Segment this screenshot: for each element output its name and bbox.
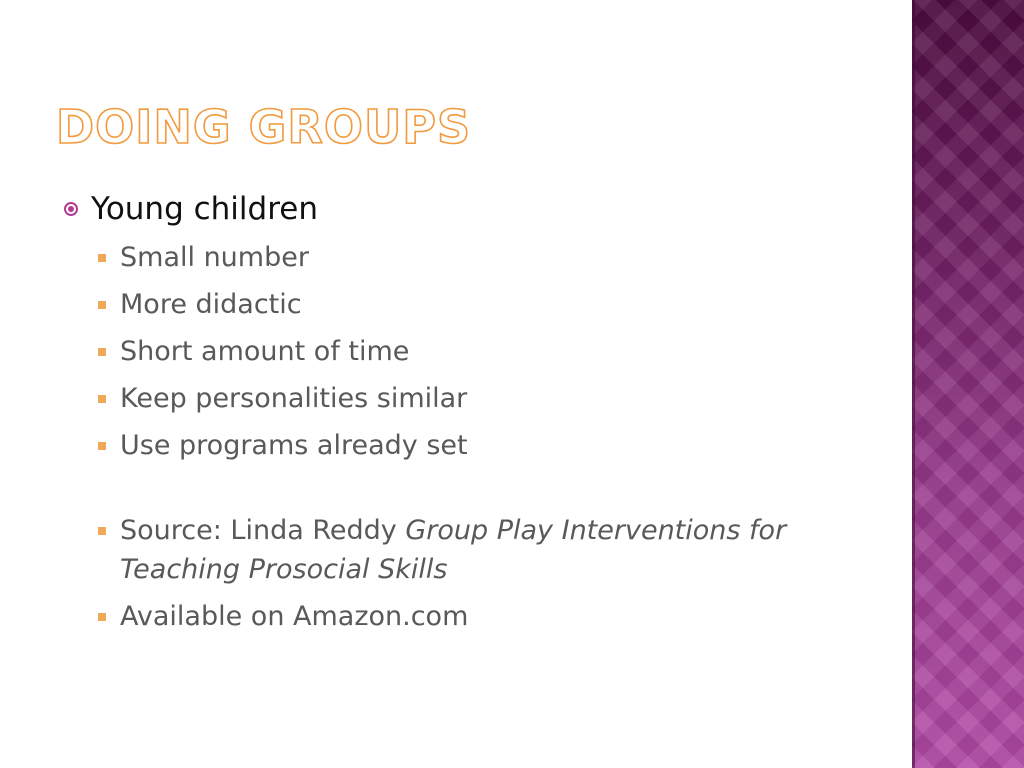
- bullet-level1-item: [64, 188, 864, 230]
- availability-text: Available on Amazon.com: [120, 601, 469, 632]
- sub-bullet-text: More didactic: [120, 289, 302, 320]
- sub-bullet-item: [98, 426, 864, 465]
- source-book-title: Group Play Interventions for Teaching Prosocial Skills: [120, 515, 787, 585]
- square-bullet-icon: [98, 527, 106, 535]
- sub-bullet-item: [98, 379, 864, 418]
- sub-bullet-text: Keep personalities similar: [120, 383, 468, 414]
- sub-bullet-text: Short amount of time: [120, 336, 410, 367]
- circle-bullet-icon: [64, 202, 78, 216]
- square-bullet-icon: [98, 301, 106, 309]
- sub-bullet-text: Small number: [120, 242, 309, 273]
- square-bullet-icon: [98, 254, 106, 262]
- decorative-side-band: [912, 0, 1024, 768]
- source-citation: [98, 511, 864, 589]
- source-prefix: Source: Linda Reddy: [120, 515, 406, 546]
- square-bullet-icon: [98, 442, 106, 450]
- sub-bullet-item: [98, 332, 864, 371]
- sub-bullet-item: [98, 285, 864, 324]
- availability-note: [98, 597, 864, 636]
- bullet-level1-text: Young children: [91, 191, 318, 227]
- source-citation-text: [120, 511, 864, 589]
- square-bullet-icon: [98, 395, 106, 403]
- square-bullet-icon: [98, 613, 106, 621]
- square-bullet-icon: [98, 348, 106, 356]
- slide-content: [64, 188, 864, 636]
- sub-bullet-item: [98, 238, 864, 277]
- slide-title: DOING GROUPS: [56, 100, 472, 154]
- sub-bullet-text: Use programs already set: [120, 430, 468, 461]
